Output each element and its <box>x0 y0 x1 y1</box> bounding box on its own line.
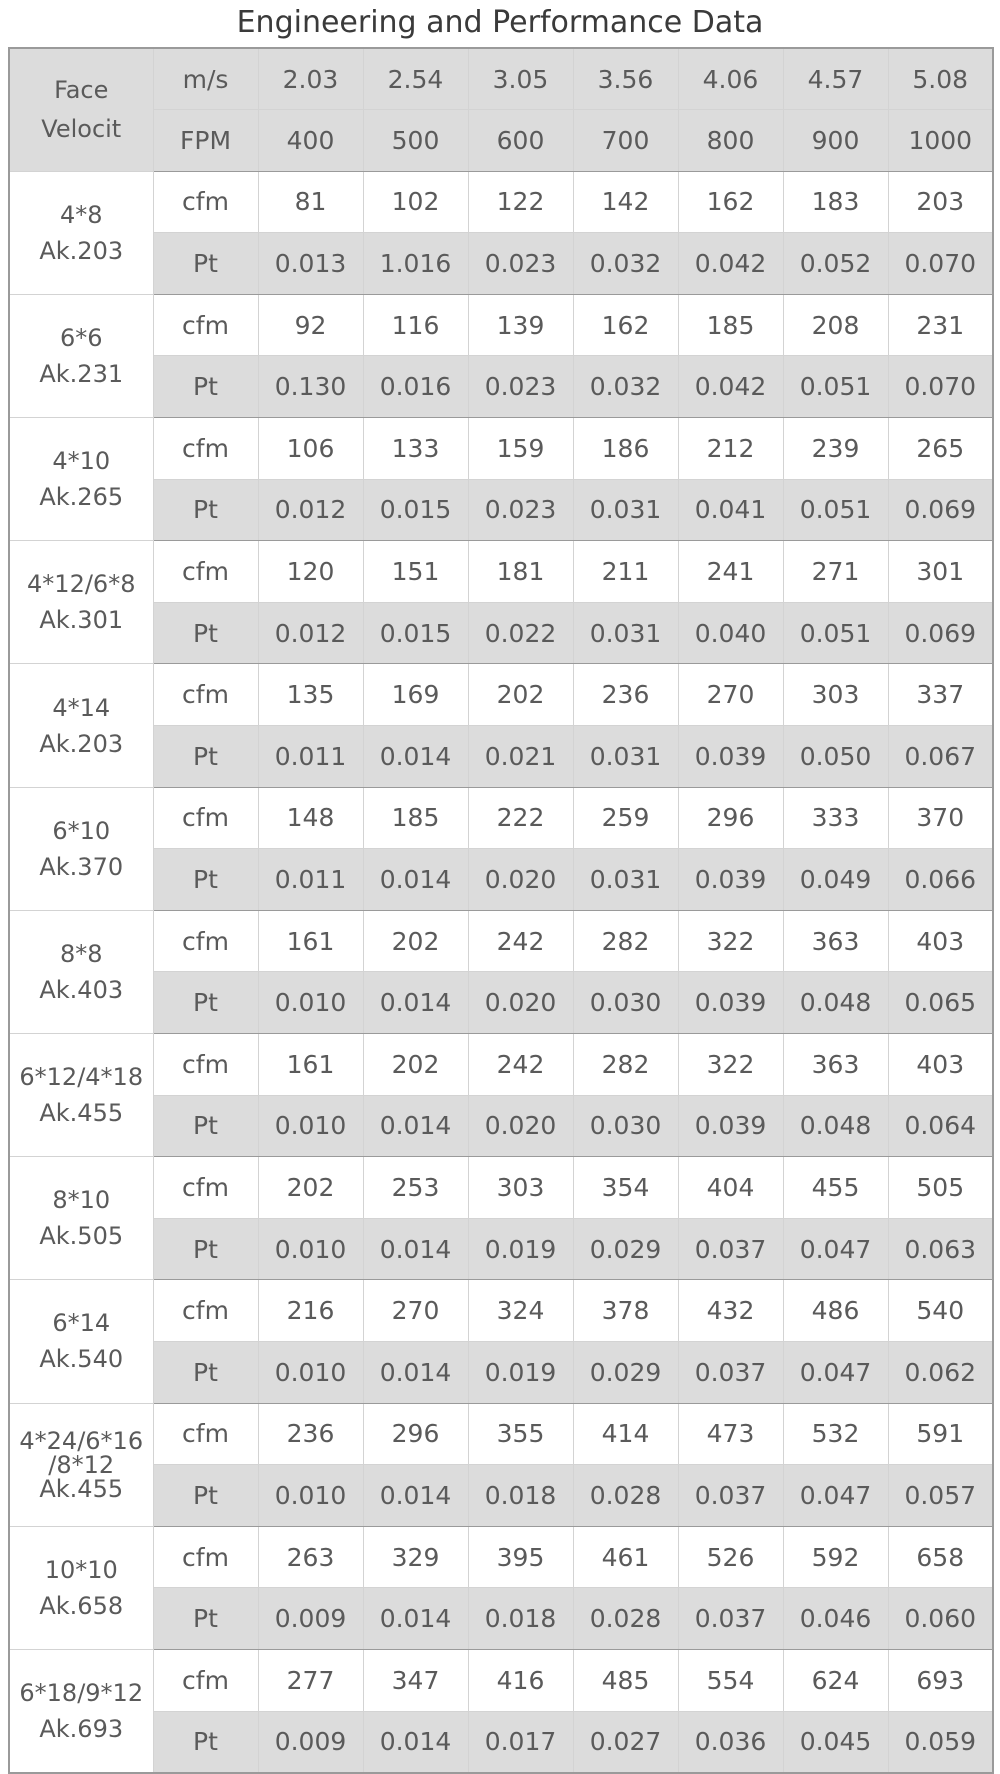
model-cell <box>9 1526 153 1649</box>
pt-value: 0.130 <box>258 356 363 418</box>
pt-value: 0.065 <box>888 972 993 1034</box>
pt-value: 0.028 <box>573 1588 678 1650</box>
cfm-value: 181 <box>468 541 573 603</box>
cfm-value: 186 <box>573 418 678 480</box>
cfm-value: 216 <box>258 1280 363 1342</box>
model-label-line: 4*24/6*16 <box>19 1426 144 1455</box>
cfm-value: 185 <box>678 294 783 356</box>
unit-cfm: cfm <box>153 1034 258 1096</box>
unit-pt: Pt <box>153 1711 258 1773</box>
unit-pt: Pt <box>153 233 258 295</box>
cfm-value: 270 <box>363 1280 468 1342</box>
table-row <box>9 664 993 726</box>
pt-value: 0.031 <box>573 602 678 664</box>
table-row <box>9 1649 993 1711</box>
pt-value: 0.030 <box>573 972 678 1034</box>
table-row <box>9 849 993 911</box>
pt-value: 0.011 <box>258 726 363 788</box>
cfm-value: 253 <box>363 1157 468 1219</box>
pt-value: 0.059 <box>888 1711 993 1773</box>
model-label-line: 6*14 <box>52 1309 111 1338</box>
cfm-value: 161 <box>258 1034 363 1096</box>
cfm-value: 378 <box>573 1280 678 1342</box>
model-cell <box>9 1280 153 1403</box>
table-row <box>9 1095 993 1157</box>
cfm-value: 231 <box>888 294 993 356</box>
model-label-line: 10*10 <box>44 1555 118 1584</box>
cfm-value: 370 <box>888 787 993 849</box>
model-cell <box>9 1034 153 1157</box>
pt-value: 0.045 <box>783 1711 888 1773</box>
model-label-line: Ak.203 <box>39 236 124 265</box>
pt-value: 0.012 <box>258 479 363 541</box>
pt-value: 0.070 <box>888 233 993 295</box>
unit-cfm: cfm <box>153 418 258 480</box>
unit-pt: Pt <box>153 1218 258 1280</box>
cfm-value: 591 <box>888 1403 993 1465</box>
ms-value: 3.05 <box>468 48 573 110</box>
cfm-value: 416 <box>468 1649 573 1711</box>
cfm-value: 202 <box>468 664 573 726</box>
table-row <box>9 1341 993 1403</box>
model-label-line: Ak.505 <box>39 1222 124 1251</box>
cfm-value: 461 <box>573 1526 678 1588</box>
unit-pt: Pt <box>153 972 258 1034</box>
model-label-line: Ak.203 <box>39 729 124 758</box>
pt-value: 0.016 <box>363 356 468 418</box>
unit-cfm: cfm <box>153 171 258 233</box>
pt-value: 0.031 <box>573 726 678 788</box>
pt-value: 0.031 <box>573 479 678 541</box>
unit-cfm: cfm <box>153 1526 258 1588</box>
unit-pt: Pt <box>153 1465 258 1527</box>
cfm-value: 208 <box>783 294 888 356</box>
model-label-line: 6*10 <box>52 816 111 845</box>
unit-cfm: cfm <box>153 294 258 356</box>
cfm-value: 324 <box>468 1280 573 1342</box>
cfm-value: 142 <box>573 171 678 233</box>
table-row <box>9 233 993 295</box>
table-row <box>9 356 993 418</box>
pt-value: 0.040 <box>678 602 783 664</box>
cfm-value: 395 <box>468 1526 573 1588</box>
cfm-value: 403 <box>888 910 993 972</box>
pt-value: 0.014 <box>363 1588 468 1650</box>
pt-value: 0.064 <box>888 1095 993 1157</box>
cfm-value: 505 <box>888 1157 993 1219</box>
pt-value: 0.014 <box>363 1341 468 1403</box>
cfm-value: 202 <box>258 1157 363 1219</box>
unit-cfm: cfm <box>153 1157 258 1219</box>
fpm-value: 900 <box>783 110 888 172</box>
cfm-value: 363 <box>783 1034 888 1096</box>
pt-value: 0.020 <box>468 849 573 911</box>
cfm-value: 403 <box>888 1034 993 1096</box>
pt-value: 0.047 <box>783 1218 888 1280</box>
cfm-value: 116 <box>363 294 468 356</box>
cfm-value: 183 <box>783 171 888 233</box>
cfm-value: 159 <box>468 418 573 480</box>
unit-pt: Pt <box>153 726 258 788</box>
pt-value: 0.070 <box>888 356 993 418</box>
pt-value: 0.031 <box>573 849 678 911</box>
table-row <box>9 1588 993 1650</box>
cfm-value: 355 <box>468 1403 573 1465</box>
cfm-value: 333 <box>783 787 888 849</box>
cfm-value: 277 <box>258 1649 363 1711</box>
model-label-line: 6*18/9*12 <box>19 1678 144 1707</box>
unit-pt: Pt <box>153 849 258 911</box>
pt-value: 0.010 <box>258 1341 363 1403</box>
pt-value: 0.015 <box>363 479 468 541</box>
pt-value: 0.020 <box>468 972 573 1034</box>
unit-pt: Pt <box>153 479 258 541</box>
face-velocity-label-line: Velocit <box>41 114 122 143</box>
cfm-value: 303 <box>468 1157 573 1219</box>
pt-value: 0.027 <box>573 1711 678 1773</box>
pt-value: 1.016 <box>363 233 468 295</box>
cfm-value: 554 <box>678 1649 783 1711</box>
pt-value: 0.039 <box>678 726 783 788</box>
pt-value: 0.042 <box>678 233 783 295</box>
model-label-line: Ak.403 <box>39 975 124 1004</box>
ms-value: 4.57 <box>783 48 888 110</box>
model-label-line: 6*6 <box>59 323 103 352</box>
cfm-value: 303 <box>783 664 888 726</box>
unit-cfm: cfm <box>153 910 258 972</box>
pt-value: 0.032 <box>573 356 678 418</box>
unit-ms: m/s <box>153 48 258 110</box>
cfm-value: 526 <box>678 1526 783 1588</box>
pt-value: 0.018 <box>468 1588 573 1650</box>
pt-value: 0.010 <box>258 1095 363 1157</box>
unit-fpm: FPM <box>153 110 258 172</box>
pt-value: 0.017 <box>468 1711 573 1773</box>
cfm-value: 455 <box>783 1157 888 1219</box>
table-row <box>9 726 993 788</box>
unit-pt: Pt <box>153 1095 258 1157</box>
cfm-value: 265 <box>888 418 993 480</box>
cfm-value: 236 <box>258 1403 363 1465</box>
cfm-value: 271 <box>783 541 888 603</box>
cfm-value: 202 <box>363 1034 468 1096</box>
cfm-value: 133 <box>363 418 468 480</box>
cfm-value: 658 <box>888 1526 993 1588</box>
cfm-value: 148 <box>258 787 363 849</box>
table-row <box>9 602 993 664</box>
fpm-value: 700 <box>573 110 678 172</box>
pt-value: 0.063 <box>888 1218 993 1280</box>
pt-value: 0.039 <box>678 1095 783 1157</box>
table-row <box>9 418 993 480</box>
pt-value: 0.028 <box>573 1465 678 1527</box>
cfm-value: 263 <box>258 1526 363 1588</box>
face-velocity-label <box>9 48 153 171</box>
cfm-value: 404 <box>678 1157 783 1219</box>
fpm-value: 500 <box>363 110 468 172</box>
cfm-value: 236 <box>573 664 678 726</box>
fpm-value: 1000 <box>888 110 993 172</box>
cfm-value: 432 <box>678 1280 783 1342</box>
pt-value: 0.042 <box>678 356 783 418</box>
unit-pt: Pt <box>153 1341 258 1403</box>
unit-cfm: cfm <box>153 1280 258 1342</box>
pt-value: 0.013 <box>258 233 363 295</box>
pt-value: 0.021 <box>468 726 573 788</box>
pt-value: 0.014 <box>363 972 468 1034</box>
model-cell <box>9 294 153 417</box>
cfm-value: 202 <box>363 910 468 972</box>
cfm-value: 259 <box>573 787 678 849</box>
ms-value: 2.54 <box>363 48 468 110</box>
pt-value: 0.037 <box>678 1218 783 1280</box>
model-cell <box>9 171 153 294</box>
pt-value: 0.019 <box>468 1218 573 1280</box>
model-label-line: Ak.658 <box>39 1591 124 1620</box>
cfm-value: 414 <box>573 1403 678 1465</box>
header-row-fpm <box>9 110 993 172</box>
cfm-value: 81 <box>258 171 363 233</box>
ms-value: 5.08 <box>888 48 993 110</box>
pt-value: 0.020 <box>468 1095 573 1157</box>
table-row <box>9 787 993 849</box>
model-label-line: 8*10 <box>52 1186 111 1215</box>
table-row <box>9 541 993 603</box>
model-label-line: Ak.693 <box>39 1714 124 1743</box>
cfm-value: 151 <box>363 541 468 603</box>
cfm-value: 693 <box>888 1649 993 1711</box>
cfm-value: 102 <box>363 171 468 233</box>
cfm-value: 169 <box>363 664 468 726</box>
cfm-value: 354 <box>573 1157 678 1219</box>
pt-value: 0.022 <box>468 602 573 664</box>
pt-value: 0.009 <box>258 1588 363 1650</box>
model-label-line: Ak.455 <box>39 1474 124 1503</box>
model-label-line: Ak.301 <box>39 606 124 635</box>
pt-value: 0.067 <box>888 726 993 788</box>
model-label-line: 4*12/6*8 <box>27 570 136 599</box>
pt-value: 0.048 <box>783 972 888 1034</box>
cfm-value: 106 <box>258 418 363 480</box>
table-row <box>9 171 993 233</box>
cfm-value: 222 <box>468 787 573 849</box>
pt-value: 0.047 <box>783 1465 888 1527</box>
pt-value: 0.066 <box>888 849 993 911</box>
pt-value: 0.014 <box>363 1465 468 1527</box>
table-row <box>9 972 993 1034</box>
unit-cfm: cfm <box>153 541 258 603</box>
face-velocity-label-line: Face <box>54 76 109 105</box>
unit-cfm: cfm <box>153 1403 258 1465</box>
pt-value: 0.039 <box>678 849 783 911</box>
cfm-value: 322 <box>678 1034 783 1096</box>
model-label-line: Ak.455 <box>39 1099 124 1128</box>
pt-value: 0.049 <box>783 849 888 911</box>
pt-value: 0.014 <box>363 1095 468 1157</box>
cfm-value: 122 <box>468 171 573 233</box>
cfm-value: 329 <box>363 1526 468 1588</box>
table-row <box>9 294 993 356</box>
cfm-value: 301 <box>888 541 993 603</box>
pt-value: 0.009 <box>258 1711 363 1773</box>
cfm-value: 162 <box>573 294 678 356</box>
header-row-ms <box>9 48 993 110</box>
model-label-line: Ak.265 <box>39 483 124 512</box>
pt-value: 0.014 <box>363 849 468 911</box>
cfm-value: 473 <box>678 1403 783 1465</box>
pt-value: 0.023 <box>468 233 573 295</box>
pt-value: 0.060 <box>888 1588 993 1650</box>
model-label-line: 4*8 <box>59 200 103 229</box>
unit-cfm: cfm <box>153 787 258 849</box>
cfm-value: 120 <box>258 541 363 603</box>
model-cell <box>9 910 153 1033</box>
cfm-value: 592 <box>783 1526 888 1588</box>
model-label-line: Ak.370 <box>39 852 124 881</box>
pt-value: 0.029 <box>573 1218 678 1280</box>
cfm-value: 139 <box>468 294 573 356</box>
pt-value: 0.014 <box>363 1218 468 1280</box>
table-row <box>9 1034 993 1096</box>
pt-value: 0.018 <box>468 1465 573 1527</box>
model-cell <box>9 541 153 664</box>
cfm-value: 242 <box>468 910 573 972</box>
pt-value: 0.019 <box>468 1341 573 1403</box>
fpm-value: 600 <box>468 110 573 172</box>
unit-pt: Pt <box>153 356 258 418</box>
table-row <box>9 1526 993 1588</box>
cfm-value: 363 <box>783 910 888 972</box>
pt-value: 0.051 <box>783 356 888 418</box>
cfm-value: 282 <box>573 1034 678 1096</box>
cfm-value: 624 <box>783 1649 888 1711</box>
model-cell <box>9 1157 153 1280</box>
cfm-value: 347 <box>363 1649 468 1711</box>
cfm-value: 282 <box>573 910 678 972</box>
model-label-line: 8*8 <box>59 939 103 968</box>
cfm-value: 486 <box>783 1280 888 1342</box>
ms-value: 2.03 <box>258 48 363 110</box>
pt-value: 0.023 <box>468 479 573 541</box>
pt-value: 0.062 <box>888 1341 993 1403</box>
pt-value: 0.023 <box>468 356 573 418</box>
model-label-line: /8*12 <box>48 1450 115 1479</box>
pt-value: 0.014 <box>363 1711 468 1773</box>
pt-value: 0.069 <box>888 602 993 664</box>
cfm-value: 203 <box>888 171 993 233</box>
ms-value: 3.56 <box>573 48 678 110</box>
cfm-value: 241 <box>678 541 783 603</box>
unit-pt: Pt <box>153 1588 258 1650</box>
pt-value: 0.010 <box>258 1465 363 1527</box>
model-cell <box>9 1649 153 1772</box>
pt-value: 0.036 <box>678 1711 783 1773</box>
cfm-value: 322 <box>678 910 783 972</box>
pt-value: 0.051 <box>783 479 888 541</box>
fpm-value: 800 <box>678 110 783 172</box>
pt-value: 0.014 <box>363 726 468 788</box>
pt-value: 0.032 <box>573 233 678 295</box>
pt-value: 0.037 <box>678 1341 783 1403</box>
pt-value: 0.057 <box>888 1465 993 1527</box>
model-label-line: Ak.540 <box>39 1345 124 1374</box>
pt-value: 0.030 <box>573 1095 678 1157</box>
table-row <box>9 910 993 972</box>
table-row <box>9 1280 993 1342</box>
cfm-value: 485 <box>573 1649 678 1711</box>
cfm-value: 242 <box>468 1034 573 1096</box>
cfm-value: 161 <box>258 910 363 972</box>
model-cell <box>9 664 153 787</box>
cfm-value: 212 <box>678 418 783 480</box>
table-body <box>9 48 993 1773</box>
pt-value: 0.037 <box>678 1465 783 1527</box>
cfm-value: 540 <box>888 1280 993 1342</box>
unit-cfm: cfm <box>153 1649 258 1711</box>
pt-value: 0.050 <box>783 726 888 788</box>
model-cell <box>9 1403 153 1526</box>
pt-value: 0.048 <box>783 1095 888 1157</box>
pt-value: 0.037 <box>678 1588 783 1650</box>
cfm-value: 185 <box>363 787 468 849</box>
pt-value: 0.069 <box>888 479 993 541</box>
unit-pt: Pt <box>153 602 258 664</box>
model-cell <box>9 787 153 910</box>
cfm-value: 239 <box>783 418 888 480</box>
pt-value: 0.029 <box>573 1341 678 1403</box>
cfm-value: 92 <box>258 294 363 356</box>
model-label-line: 4*14 <box>52 693 111 722</box>
unit-cfm: cfm <box>153 664 258 726</box>
table-row <box>9 1465 993 1527</box>
cfm-value: 270 <box>678 664 783 726</box>
cfm-value: 532 <box>783 1403 888 1465</box>
page-title: Engineering and Performance Data <box>236 5 764 40</box>
model-label-line: 6*12/4*18 <box>19 1063 144 1092</box>
cfm-value: 296 <box>678 787 783 849</box>
pt-value: 0.011 <box>258 849 363 911</box>
pt-value: 0.041 <box>678 479 783 541</box>
pt-value: 0.047 <box>783 1341 888 1403</box>
pt-value: 0.051 <box>783 602 888 664</box>
table-row <box>9 479 993 541</box>
model-label-line: Ak.231 <box>39 359 124 388</box>
cfm-value: 162 <box>678 171 783 233</box>
cfm-value: 135 <box>258 664 363 726</box>
pt-value: 0.010 <box>258 972 363 1034</box>
model-cell <box>9 418 153 541</box>
table-row <box>9 1403 993 1465</box>
cfm-value: 211 <box>573 541 678 603</box>
pt-value: 0.052 <box>783 233 888 295</box>
model-label-line: 4*10 <box>52 447 111 476</box>
pt-value: 0.046 <box>783 1588 888 1650</box>
ms-value: 4.06 <box>678 48 783 110</box>
table-row <box>9 1218 993 1280</box>
pt-value: 0.010 <box>258 1218 363 1280</box>
table-row <box>9 1157 993 1219</box>
performance-table <box>8 47 994 1774</box>
cfm-value: 337 <box>888 664 993 726</box>
pt-value: 0.015 <box>363 602 468 664</box>
table-row <box>9 1711 993 1773</box>
cfm-value: 296 <box>363 1403 468 1465</box>
pt-value: 0.012 <box>258 602 363 664</box>
fpm-value: 400 <box>258 110 363 172</box>
pt-value: 0.039 <box>678 972 783 1034</box>
